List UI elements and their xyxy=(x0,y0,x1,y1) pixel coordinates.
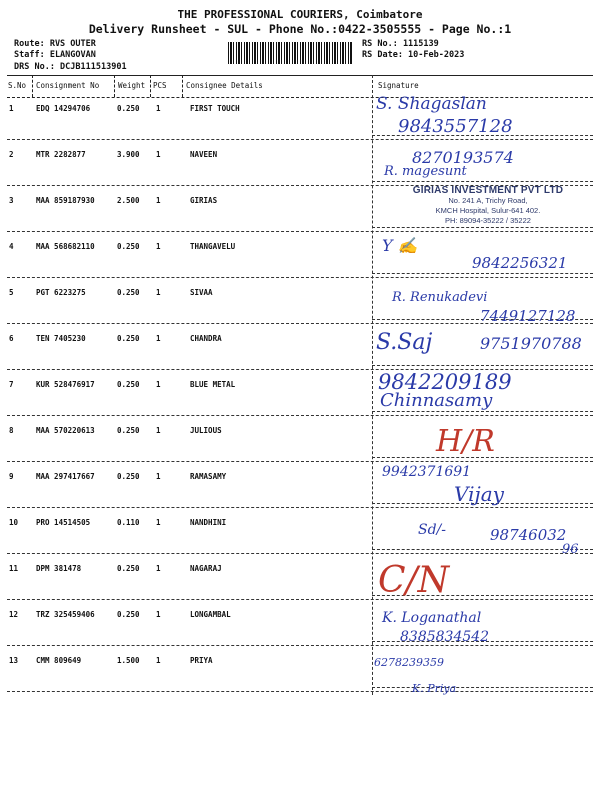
row-weight: 0.250 xyxy=(117,242,140,251)
row-consignee: NAGARAJ xyxy=(190,564,222,573)
signature-line xyxy=(372,411,593,412)
handwritten-phone: 9843557128 xyxy=(398,116,513,137)
row-consignment-no: CMM 809649 xyxy=(36,656,82,665)
row-pcs: 1 xyxy=(156,380,161,389)
col-header-sno: S.No xyxy=(8,81,27,90)
drs-number: DRS No.: DCJB111513901 xyxy=(14,62,127,72)
row-pcs: 1 xyxy=(156,518,161,527)
row-consignment-no: MAA 297417667 xyxy=(36,472,95,481)
col-header-weight: Weight xyxy=(118,81,146,90)
row-divider xyxy=(7,553,593,554)
table-row xyxy=(0,604,600,650)
row-divider xyxy=(7,231,593,232)
handwritten-signature: Vijay xyxy=(454,482,504,506)
runsheet-title xyxy=(0,8,600,36)
row-sno: 3 xyxy=(9,196,14,205)
row-sno: 9 xyxy=(9,472,14,481)
row-sno: 10 xyxy=(9,518,19,527)
handwritten-remark: C/N xyxy=(378,560,450,601)
row-consignment-no: PRO 14514505 xyxy=(36,518,91,527)
row-pcs: 1 xyxy=(156,334,161,343)
handwritten-phone: 98746032 xyxy=(490,526,567,544)
col-header-consignee: Consignee Details xyxy=(186,81,263,90)
handwritten-phone: 8385834542 xyxy=(400,629,490,645)
row-sno: 12 xyxy=(9,610,19,619)
row-consignment-no: DPM 381478 xyxy=(36,564,82,573)
row-weight: 0.250 xyxy=(117,334,140,343)
row-consignee: FIRST TOUCH xyxy=(190,104,240,113)
row-consignee: SIVAA xyxy=(190,288,213,297)
handwritten-phone: 9942371691 xyxy=(382,464,472,480)
row-sno: 13 xyxy=(9,656,19,665)
col-divider xyxy=(32,75,33,97)
signature-line xyxy=(372,687,593,688)
row-sno: 8 xyxy=(9,426,14,435)
row-divider xyxy=(7,599,593,600)
row-consignee: NANDHINI xyxy=(190,518,227,527)
row-consignment-no: KUR 528476917 xyxy=(36,380,95,389)
signature-line xyxy=(372,365,593,366)
table-top-rule xyxy=(7,75,593,76)
rs-date: RS Date: 10-Feb-2023 xyxy=(362,50,465,60)
rs-number: RS No.: 1115139 xyxy=(362,39,439,49)
handwritten-phone: 7449127128 xyxy=(480,307,576,325)
row-consignment-no: MAA 859187930 xyxy=(36,196,95,205)
stamp-company-name: GIRIAS INVESTMENT PVT LTD xyxy=(412,185,564,196)
stamp-address-line: No. 241 A, Trichy Road, xyxy=(448,196,528,205)
row-consignment-no: MAA 570220613 xyxy=(36,426,95,435)
row-pcs: 1 xyxy=(156,242,161,251)
row-sno: 5 xyxy=(9,288,14,297)
signature-line xyxy=(372,273,593,274)
signature-line xyxy=(372,181,593,182)
barcode xyxy=(228,42,352,64)
row-consignee: LONGAMBAL xyxy=(190,610,231,619)
row-pcs: 1 xyxy=(156,196,161,205)
table-row xyxy=(0,420,600,466)
row-weight: 0.250 xyxy=(117,610,140,619)
row-consignee: RAMASAMY xyxy=(190,472,227,481)
row-weight: 2.500 xyxy=(117,196,140,205)
col-header-pcs: PCS xyxy=(153,81,167,90)
row-divider xyxy=(7,645,593,646)
route-label: Route: RVS OUTER xyxy=(14,39,96,49)
row-consignee: THANGAVELU xyxy=(190,242,236,251)
table-row xyxy=(0,558,600,604)
row-consignment-no: TRZ 325459406 xyxy=(36,610,95,619)
company-stamp xyxy=(388,185,588,226)
row-sno: 4 xyxy=(9,242,14,251)
handwritten-signature: S.Saj xyxy=(376,330,433,355)
row-weight: 1.500 xyxy=(117,656,140,665)
runsheet-subtitle: Delivery Runsheet - SUL - Phone No.:0422-3505555 - Page No.:1 xyxy=(88,22,512,36)
table-row xyxy=(0,650,600,696)
handwritten-phone: 9751970788 xyxy=(480,334,582,353)
row-pcs: 1 xyxy=(156,472,161,481)
handwritten-signature: Y ✍ xyxy=(382,236,418,255)
row-consignment-no: MTR 2282877 xyxy=(36,150,86,159)
row-weight: 0.250 xyxy=(117,288,140,297)
row-weight: 0.250 xyxy=(117,380,140,389)
row-consignee: PRIYA xyxy=(190,656,213,665)
stamp-phone-line: PH: 89094-35222 / 35222 xyxy=(445,216,531,225)
row-sno: 1 xyxy=(9,104,14,113)
row-sno: 2 xyxy=(9,150,14,159)
row-pcs: 1 xyxy=(156,288,161,297)
row-consignee: JULIOUS xyxy=(190,426,222,435)
col-divider xyxy=(150,75,151,97)
row-weight: 0.250 xyxy=(117,564,140,573)
row-sno: 7 xyxy=(9,380,14,389)
col-header-signature: Signature xyxy=(378,81,419,90)
handwritten-signature: K. Priya xyxy=(412,682,457,695)
handwritten-signature: K. Loganathal xyxy=(382,610,482,626)
row-consignee: NAVEEN xyxy=(190,150,218,159)
handwritten-signature: R. Renukadevi xyxy=(392,290,488,305)
row-divider xyxy=(7,691,593,692)
row-weight: 0.250 xyxy=(117,472,140,481)
staff-label: Staff: ELANGOVAN xyxy=(14,50,96,60)
row-divider xyxy=(7,507,593,508)
row-pcs: 1 xyxy=(156,426,161,435)
row-weight: 3.900 xyxy=(117,150,140,159)
row-pcs: 1 xyxy=(156,104,161,113)
handwritten-phone: 6278239359 xyxy=(374,656,444,669)
row-consignment-no: MAA 568682110 xyxy=(36,242,95,251)
row-weight: 0.110 xyxy=(117,518,140,527)
company-title: THE PROFESSIONAL COURIERS, Coimbatore xyxy=(177,8,423,21)
row-consignee: CHANDRA xyxy=(190,334,222,343)
handwritten-signature: R. magesunt xyxy=(384,164,467,179)
row-divider xyxy=(7,277,593,278)
row-consignee: BLUE METAL xyxy=(190,380,236,389)
signature-line xyxy=(372,549,593,550)
col-divider xyxy=(114,75,115,97)
handwritten-signature: Sd/- xyxy=(418,522,446,538)
row-consignee: GIRIAS xyxy=(190,196,218,205)
row-consignment-no: EDQ 14294706 xyxy=(36,104,91,113)
handwritten-phone: 96 xyxy=(562,542,579,557)
row-consignment-no: PGT 6223275 xyxy=(36,288,86,297)
handwritten-signature: S. Shagaslan xyxy=(376,94,487,114)
stamp-address-line: KMCH Hospital, Sulur-641 402. xyxy=(435,206,541,215)
row-pcs: 1 xyxy=(156,656,161,665)
row-sno: 11 xyxy=(9,564,19,573)
handwritten-phone: 9842209189 xyxy=(378,370,512,394)
handwritten-remark: H/R xyxy=(436,424,495,459)
signature-line xyxy=(372,227,593,228)
row-divider xyxy=(7,461,593,462)
handwritten-phone: 9842256321 xyxy=(472,254,568,272)
row-weight: 0.250 xyxy=(117,104,140,113)
row-pcs: 1 xyxy=(156,610,161,619)
col-divider xyxy=(182,75,183,97)
col-header-consignment: Consignment No xyxy=(36,81,100,90)
row-consignment-no: TEN 7405230 xyxy=(36,334,86,343)
row-pcs: 1 xyxy=(156,564,161,573)
handwritten-phone: 8270193574 xyxy=(412,148,514,167)
row-divider xyxy=(7,415,593,416)
handwritten-signature: Chinnasamy xyxy=(380,390,493,411)
row-divider xyxy=(7,139,593,140)
row-pcs: 1 xyxy=(156,150,161,159)
row-weight: 0.250 xyxy=(117,426,140,435)
row-sno: 6 xyxy=(9,334,14,343)
table-row xyxy=(0,466,600,512)
